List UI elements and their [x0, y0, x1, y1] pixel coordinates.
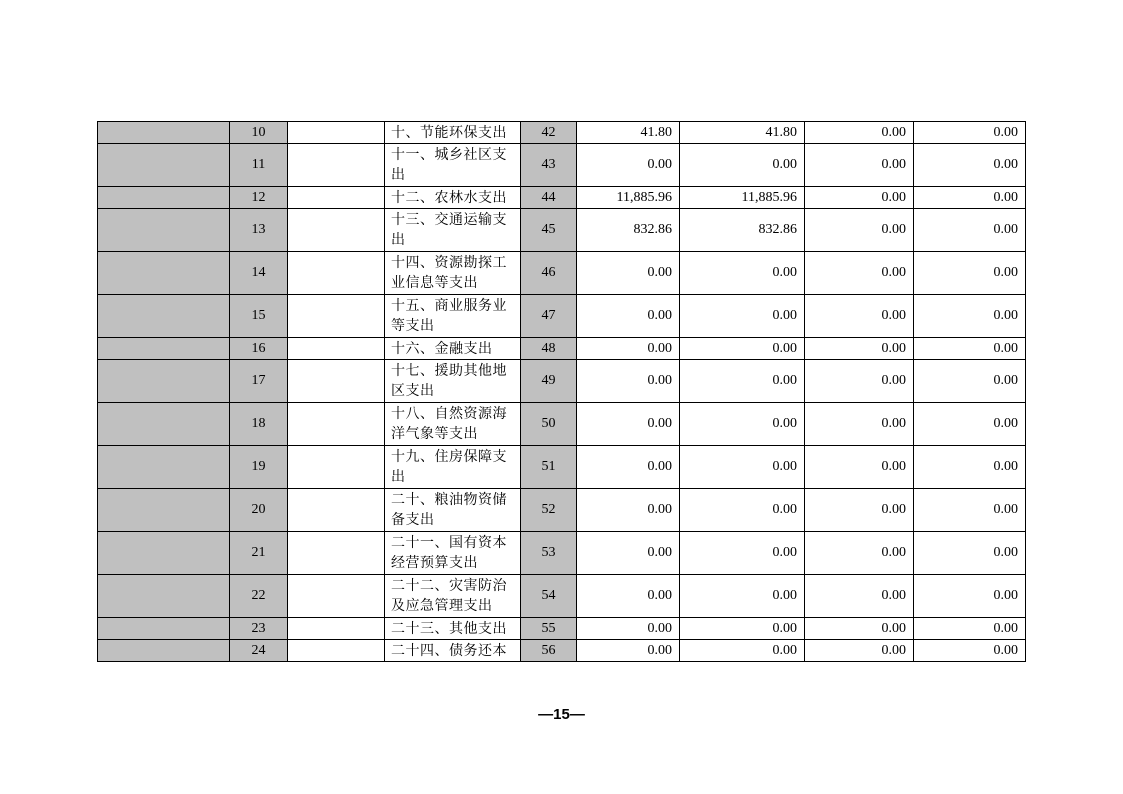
amount-total-cell: 0.00: [577, 446, 680, 489]
amount-capital-budget-cell: 0.00: [914, 446, 1026, 489]
row-number-cell: 16: [230, 338, 288, 360]
amount-fund-budget-cell: 0.00: [805, 338, 914, 360]
shaded-cell: [98, 446, 230, 489]
amount-general-budget-cell: 0.00: [680, 532, 805, 575]
blank-cell: [288, 122, 385, 144]
amount-fund-budget-cell: 0.00: [805, 446, 914, 489]
amount-total-cell: 0.00: [577, 360, 680, 403]
table-row: [98, 360, 1026, 403]
amount-capital-budget-cell: 0.00: [914, 403, 1026, 446]
table-row: [98, 640, 1026, 662]
amount-total-cell: 0.00: [577, 489, 680, 532]
row-number-cell: 22: [230, 575, 288, 618]
table-row: [98, 209, 1026, 252]
amount-total-cell: 0.00: [577, 338, 680, 360]
blank-cell: [288, 618, 385, 640]
blank-cell: [288, 338, 385, 360]
amount-fund-budget-cell: 0.00: [805, 489, 914, 532]
amount-total-cell: 11,885.96: [577, 187, 680, 209]
row-number-cell: 19: [230, 446, 288, 489]
table-row: [98, 144, 1026, 187]
row-number-cell: 13: [230, 209, 288, 252]
amount-fund-budget-cell: 0.00: [805, 144, 914, 187]
line-number-cell: 49: [521, 360, 577, 403]
item-label-cell: 十三、交通运输支出: [385, 209, 521, 252]
shaded-cell: [98, 403, 230, 446]
amount-general-budget-cell: 0.00: [680, 618, 805, 640]
amount-capital-budget-cell: 0.00: [914, 209, 1026, 252]
amount-total-cell: 0.00: [577, 575, 680, 618]
amount-capital-budget-cell: 0.00: [914, 618, 1026, 640]
amount-general-budget-cell: 0.00: [680, 295, 805, 338]
shaded-cell: [98, 532, 230, 575]
blank-cell: [288, 446, 385, 489]
blank-cell: [288, 403, 385, 446]
blank-cell: [288, 489, 385, 532]
page-number: —15—: [538, 706, 585, 723]
line-number-cell: 48: [521, 338, 577, 360]
item-label-cell: 二十二、灾害防治及应急管理支出: [385, 575, 521, 618]
amount-capital-budget-cell: 0.00: [914, 122, 1026, 144]
item-label-cell: 十一、城乡社区支出: [385, 144, 521, 187]
row-number-cell: 20: [230, 489, 288, 532]
item-label-cell: 二十三、其他支出: [385, 618, 521, 640]
amount-total-cell: 0.00: [577, 144, 680, 187]
amount-fund-budget-cell: 0.00: [805, 252, 914, 295]
table-row: [98, 446, 1026, 489]
budget-expenditure-table: [97, 121, 1026, 662]
shaded-cell: [98, 618, 230, 640]
amount-total-cell: 832.86: [577, 209, 680, 252]
amount-capital-budget-cell: 0.00: [914, 575, 1026, 618]
table-row: [98, 403, 1026, 446]
blank-cell: [288, 360, 385, 403]
shaded-cell: [98, 489, 230, 532]
blank-cell: [288, 252, 385, 295]
item-label-cell: 十五、商业服务业等支出: [385, 295, 521, 338]
amount-total-cell: 0.00: [577, 532, 680, 575]
amount-general-budget-cell: 0.00: [680, 575, 805, 618]
line-number-cell: 54: [521, 575, 577, 618]
amount-fund-budget-cell: 0.00: [805, 209, 914, 252]
amount-fund-budget-cell: 0.00: [805, 618, 914, 640]
row-number-cell: 11: [230, 144, 288, 187]
line-number-cell: 53: [521, 532, 577, 575]
amount-fund-budget-cell: 0.00: [805, 640, 914, 662]
amount-general-budget-cell: 0.00: [680, 360, 805, 403]
table-body: [98, 122, 1026, 662]
amount-fund-budget-cell: 0.00: [805, 295, 914, 338]
amount-total-cell: 0.00: [577, 618, 680, 640]
item-label-cell: 十九、住房保障支出: [385, 446, 521, 489]
line-number-cell: 43: [521, 144, 577, 187]
amount-total-cell: 0.00: [577, 252, 680, 295]
item-label-cell: 十二、农林水支出: [385, 187, 521, 209]
amount-total-cell: 41.80: [577, 122, 680, 144]
amount-capital-budget-cell: 0.00: [914, 144, 1026, 187]
amount-total-cell: 0.00: [577, 295, 680, 338]
amount-capital-budget-cell: 0.00: [914, 489, 1026, 532]
table-row: [98, 575, 1026, 618]
table-row: [98, 187, 1026, 209]
shaded-cell: [98, 122, 230, 144]
item-label-cell: 十四、资源勘探工业信息等支出: [385, 252, 521, 295]
amount-general-budget-cell: 0.00: [680, 446, 805, 489]
amount-fund-budget-cell: 0.00: [805, 360, 914, 403]
blank-cell: [288, 144, 385, 187]
amount-capital-budget-cell: 0.00: [914, 640, 1026, 662]
line-number-cell: 47: [521, 295, 577, 338]
shaded-cell: [98, 338, 230, 360]
shaded-cell: [98, 252, 230, 295]
amount-fund-budget-cell: 0.00: [805, 532, 914, 575]
amount-general-budget-cell: 0.00: [680, 489, 805, 532]
table-row: [98, 489, 1026, 532]
line-number-cell: 45: [521, 209, 577, 252]
amount-capital-budget-cell: 0.00: [914, 532, 1026, 575]
amount-fund-budget-cell: 0.00: [805, 403, 914, 446]
blank-cell: [288, 295, 385, 338]
item-label-cell: 十六、金融支出: [385, 338, 521, 360]
row-number-cell: 21: [230, 532, 288, 575]
amount-general-budget-cell: 0.00: [680, 144, 805, 187]
item-label-cell: 二十四、债务还本: [385, 640, 521, 662]
amount-general-budget-cell: 0.00: [680, 640, 805, 662]
row-number-cell: 10: [230, 122, 288, 144]
blank-cell: [288, 209, 385, 252]
table-row: [98, 295, 1026, 338]
item-label-cell: 二十、粮油物资储备支出: [385, 489, 521, 532]
row-number-cell: 18: [230, 403, 288, 446]
line-number-cell: 44: [521, 187, 577, 209]
row-number-cell: 12: [230, 187, 288, 209]
shaded-cell: [98, 209, 230, 252]
amount-general-budget-cell: 0.00: [680, 338, 805, 360]
amount-general-budget-cell: 0.00: [680, 252, 805, 295]
blank-cell: [288, 187, 385, 209]
line-number-cell: 56: [521, 640, 577, 662]
amount-total-cell: 0.00: [577, 403, 680, 446]
shaded-cell: [98, 295, 230, 338]
amount-fund-budget-cell: 0.00: [805, 122, 914, 144]
table-row: [98, 618, 1026, 640]
blank-cell: [288, 532, 385, 575]
shaded-cell: [98, 575, 230, 618]
amount-fund-budget-cell: 0.00: [805, 187, 914, 209]
line-number-cell: 46: [521, 252, 577, 295]
line-number-cell: 51: [521, 446, 577, 489]
blank-cell: [288, 640, 385, 662]
table-row: [98, 122, 1026, 144]
row-number-cell: 15: [230, 295, 288, 338]
item-label-cell: 十、节能环保支出: [385, 122, 521, 144]
item-label-cell: 十七、援助其他地区支出: [385, 360, 521, 403]
amount-capital-budget-cell: 0.00: [914, 295, 1026, 338]
line-number-cell: 52: [521, 489, 577, 532]
shaded-cell: [98, 144, 230, 187]
shaded-cell: [98, 360, 230, 403]
amount-general-budget-cell: 41.80: [680, 122, 805, 144]
amount-general-budget-cell: 832.86: [680, 209, 805, 252]
amount-capital-budget-cell: 0.00: [914, 187, 1026, 209]
row-number-cell: 24: [230, 640, 288, 662]
line-number-cell: 50: [521, 403, 577, 446]
shaded-cell: [98, 640, 230, 662]
amount-general-budget-cell: 0.00: [680, 403, 805, 446]
table-row: [98, 532, 1026, 575]
amount-capital-budget-cell: 0.00: [914, 338, 1026, 360]
table-row: [98, 338, 1026, 360]
item-label-cell: 二十一、国有资本经营预算支出: [385, 532, 521, 575]
amount-capital-budget-cell: 0.00: [914, 252, 1026, 295]
amount-total-cell: 0.00: [577, 640, 680, 662]
blank-cell: [288, 575, 385, 618]
amount-capital-budget-cell: 0.00: [914, 360, 1026, 403]
row-number-cell: 14: [230, 252, 288, 295]
row-number-cell: 23: [230, 618, 288, 640]
amount-general-budget-cell: 11,885.96: [680, 187, 805, 209]
row-number-cell: 17: [230, 360, 288, 403]
amount-fund-budget-cell: 0.00: [805, 575, 914, 618]
line-number-cell: 55: [521, 618, 577, 640]
table-row: [98, 252, 1026, 295]
line-number-cell: 42: [521, 122, 577, 144]
shaded-cell: [98, 187, 230, 209]
item-label-cell: 十八、自然资源海洋气象等支出: [385, 403, 521, 446]
